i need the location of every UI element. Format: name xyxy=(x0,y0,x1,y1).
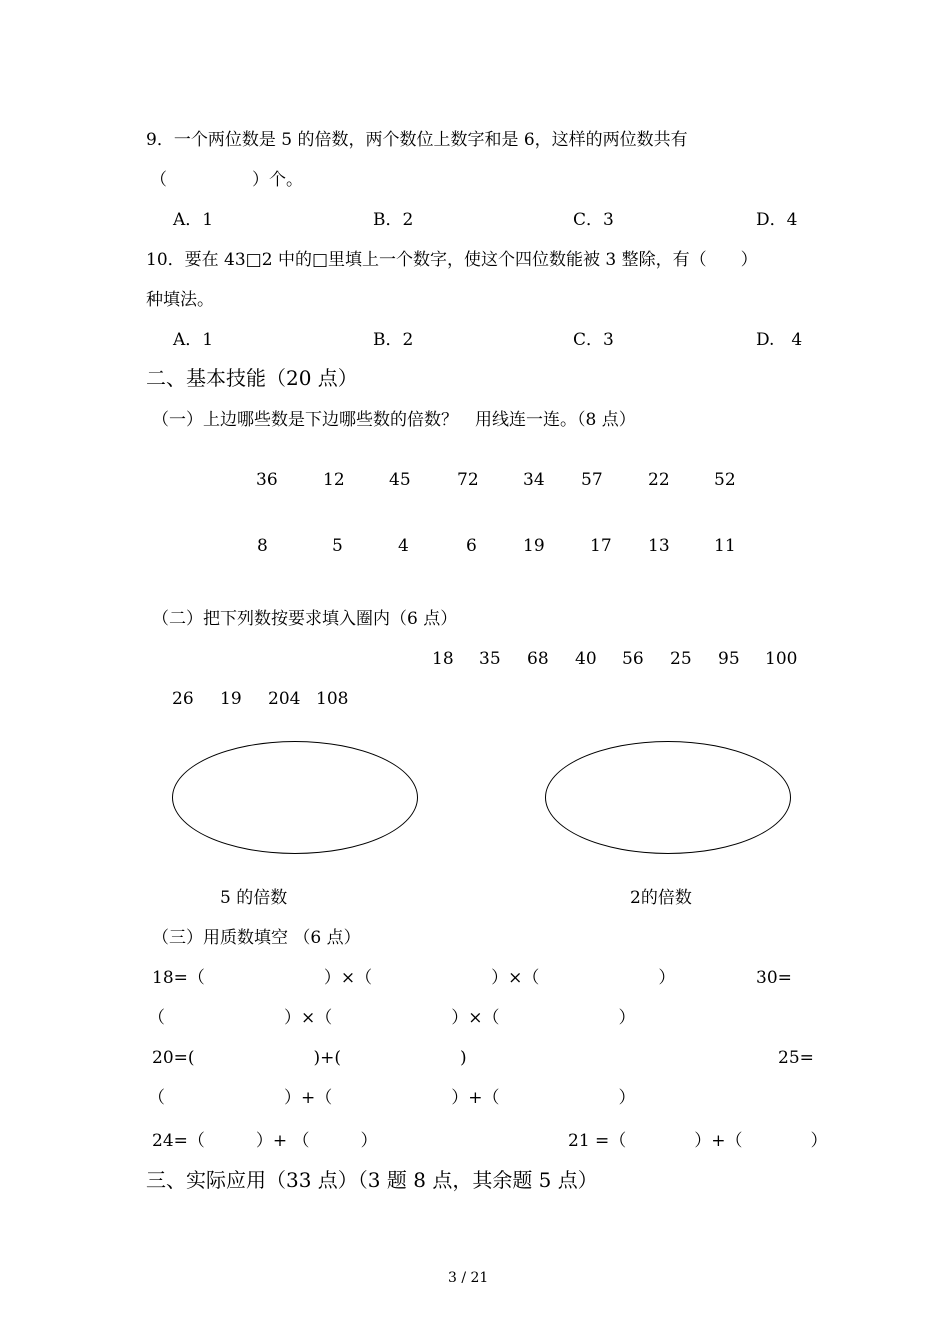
equation-20: 20=( )+( ) xyxy=(152,1048,467,1068)
right-circle-label: 2的倍数 xyxy=(630,888,692,908)
page-number: 3 / 21 xyxy=(448,1270,489,1286)
number-item: 204 xyxy=(268,689,301,709)
q9-text: 9．一个两位数是 5 的倍数，两个数位上数字和是 6，这样的两位数共有 xyxy=(146,130,688,150)
top-number: 34 xyxy=(523,470,545,490)
top-number: 36 xyxy=(256,470,278,490)
bottom-number: 17 xyxy=(590,536,612,556)
q9-option-c: C．3 xyxy=(573,210,614,230)
q9-blank: （ ）个。 xyxy=(150,170,303,190)
top-number: 45 xyxy=(389,470,411,490)
top-number: 12 xyxy=(323,470,345,490)
number-item: 18 xyxy=(432,649,454,669)
bottom-number: 13 xyxy=(648,536,670,556)
section2-title: 二、基本技能（20 点） xyxy=(146,366,358,390)
q10-option-c: C．3 xyxy=(573,330,614,350)
q9-option-a: A．1 xyxy=(173,210,214,230)
right-answer-circle[interactable] xyxy=(545,741,791,854)
bottom-number: 8 xyxy=(257,536,268,556)
number-item: 56 xyxy=(622,649,644,669)
part1-title: （一）上边哪些数是下边哪些数的倍数？ 用线连一连。（8 点） xyxy=(152,410,636,430)
bottom-number: 5 xyxy=(332,536,343,556)
top-number: 22 xyxy=(648,470,670,490)
equation-25-blanks: （ ）+（ ）+（ ） xyxy=(148,1088,636,1108)
q10-option-a: A．1 xyxy=(173,330,214,350)
q10-text: 10．要在 43□2 中的□里填上一个数字，使这个四位数能被 3 整除，有（ ） xyxy=(146,250,758,270)
number-item: 35 xyxy=(479,649,501,669)
q10-option-d: D. 4 xyxy=(756,330,803,350)
number-item: 95 xyxy=(718,649,740,669)
bottom-number: 4 xyxy=(398,536,409,556)
equation-30-start: 30= xyxy=(756,968,792,988)
top-number: 57 xyxy=(581,470,603,490)
bottom-number: 19 xyxy=(523,536,545,556)
q9-option-b: B．2 xyxy=(373,210,414,230)
bottom-number: 11 xyxy=(714,536,736,556)
equation-18: 18=（ ）×（ ）×（ ） xyxy=(152,968,676,988)
number-item: 25 xyxy=(670,649,692,669)
section3-title: 三、实际应用（33 点）（3 题 8 点，其余题 5 点） xyxy=(146,1168,598,1192)
part3-title: （三）用质数填空 （6 点） xyxy=(152,928,361,948)
number-item: 40 xyxy=(575,649,597,669)
number-item: 108 xyxy=(316,689,349,709)
left-answer-circle[interactable] xyxy=(172,741,418,854)
q9-option-d: D．4 xyxy=(756,210,798,230)
left-circle-label: 5 的倍数 xyxy=(220,888,288,908)
top-number: 72 xyxy=(457,470,479,490)
equation-24: 24=（ ）+ （ ） xyxy=(152,1131,378,1151)
top-number: 52 xyxy=(714,470,736,490)
number-item: 68 xyxy=(527,649,549,669)
number-item: 100 xyxy=(765,649,798,669)
q10-text-cont: 种填法。 xyxy=(146,290,214,310)
q10-option-b: B．2 xyxy=(373,330,414,350)
bottom-number: 6 xyxy=(466,536,477,556)
part2-title: （二）把下列数按要求填入圈内（6 点） xyxy=(152,609,458,629)
number-item: 19 xyxy=(220,689,242,709)
equation-25-start: 25= xyxy=(778,1048,814,1068)
equation-21: 21 =（ ）+（ ） xyxy=(568,1131,828,1151)
equation-30-blanks: （ ）×（ ）×（ ） xyxy=(148,1008,636,1028)
number-item: 26 xyxy=(172,689,194,709)
